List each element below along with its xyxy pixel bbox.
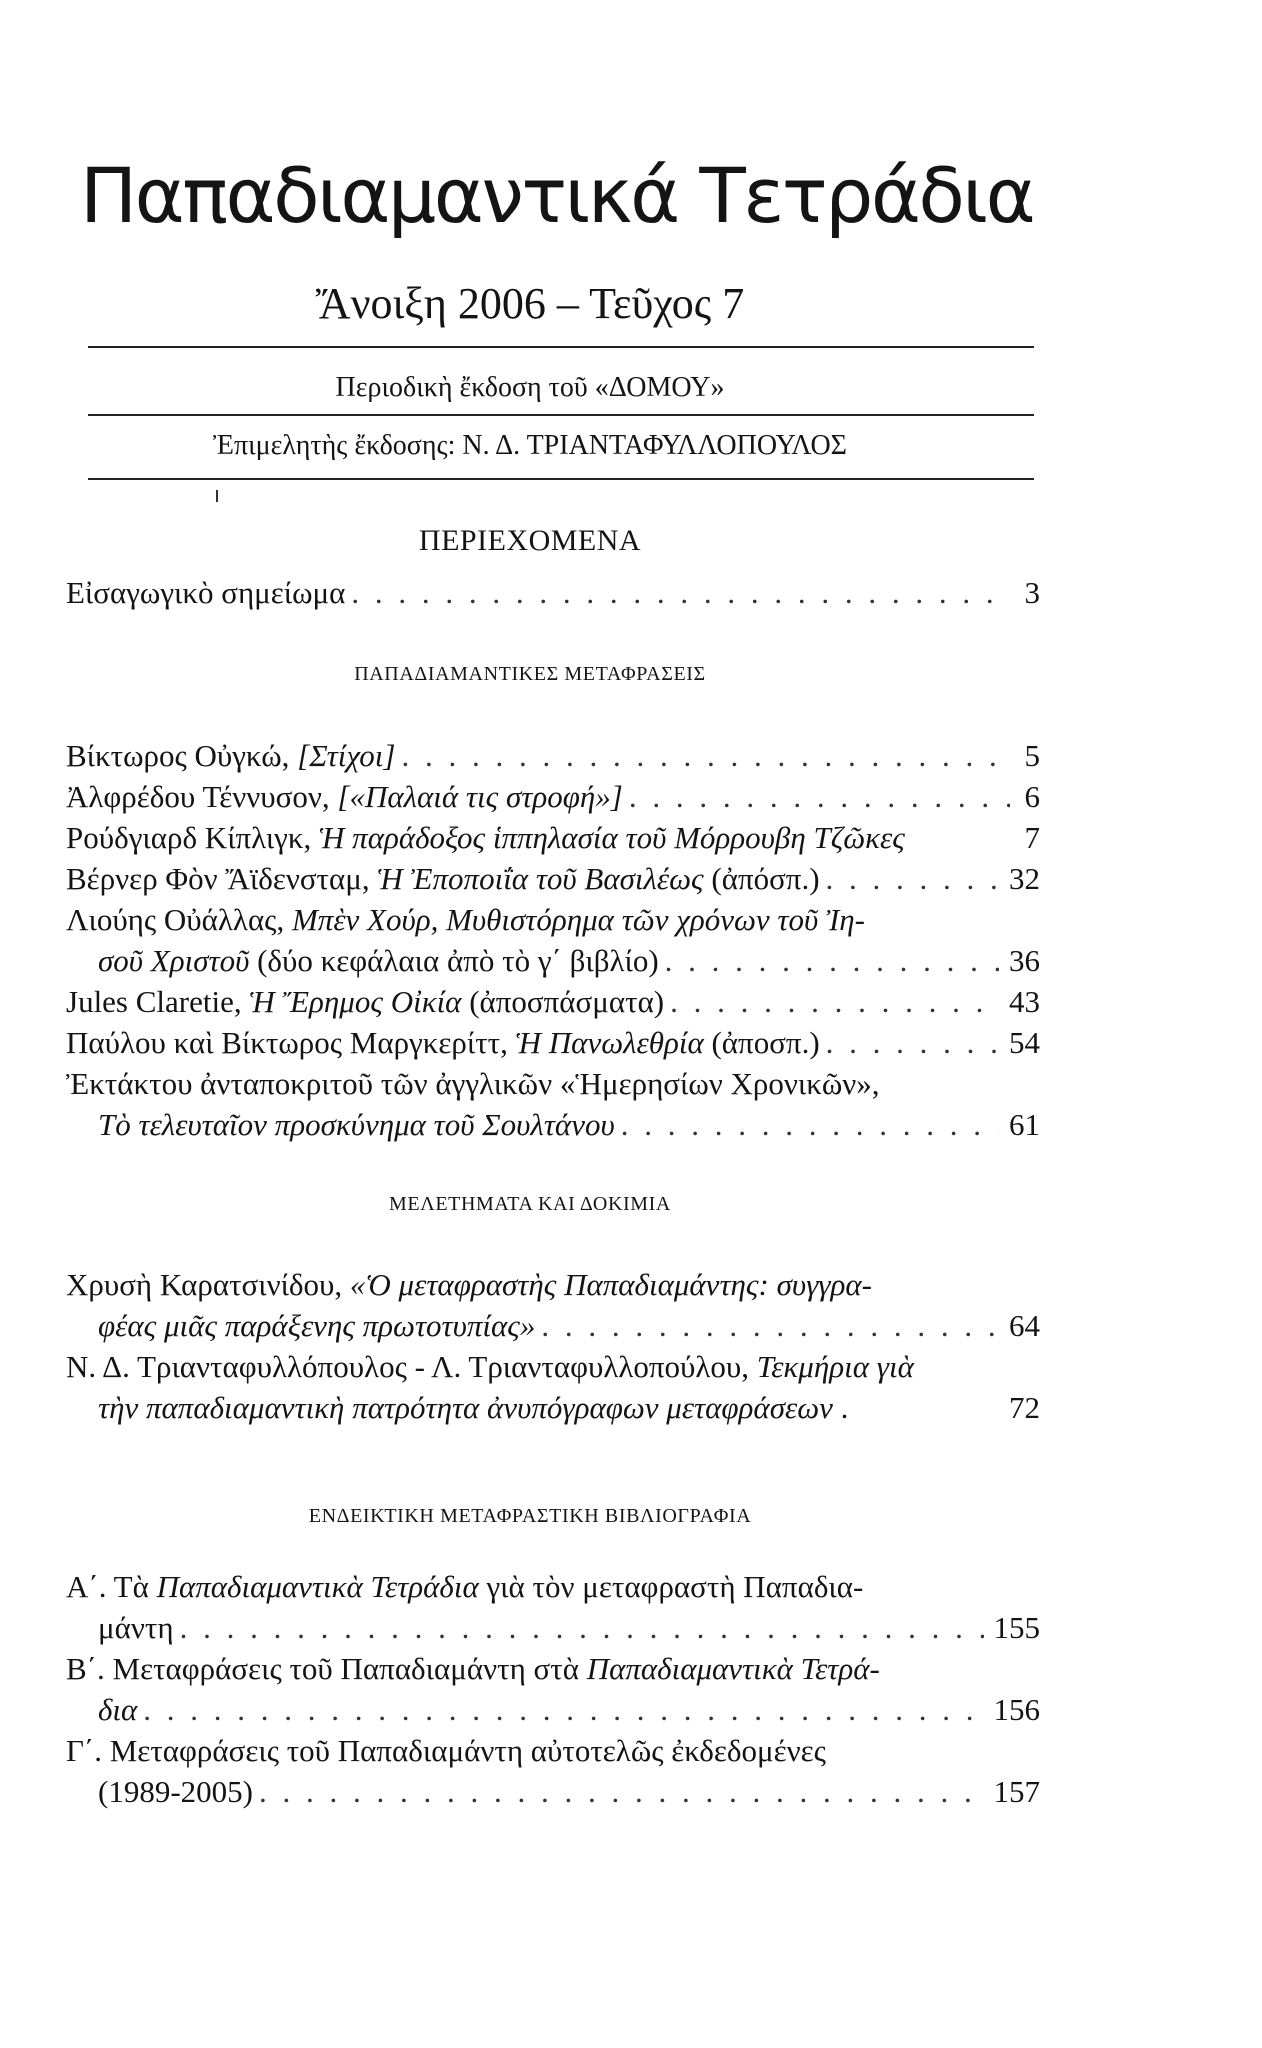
entry-text-part: (δύο κεφάλαια ἀπὸ τὸ γ΄ βιβλίο) [249, 943, 659, 978]
dot-leader [820, 858, 999, 899]
entry-text [98, 1305, 535, 1346]
entry-text [66, 1022, 820, 1063]
entry-text [66, 1264, 872, 1305]
entry-text-part: Λιούης Οὐάλλας, [66, 902, 292, 937]
toc-entry [66, 776, 1040, 817]
entry-text [66, 899, 865, 940]
entry-text [66, 981, 664, 1022]
editor-line: Ἐπιμελητὴς ἔκδοσης: Ν. Δ. ΤΡΙΑΝΤΑΦΥΛΛΟΠΟΥΛΟΣ [213, 430, 847, 461]
page-number: 156 [993, 1692, 1040, 1727]
toc-entry [66, 1648, 1040, 1730]
page-number: 32 [1009, 861, 1040, 896]
entry-text-part: Χρυσὴ Καρατσινίδου, [66, 1267, 350, 1302]
intro-text: Εἰσαγωγικὸ σημείωμα [66, 575, 346, 610]
dot-leader [615, 1104, 999, 1145]
dot-leader [396, 735, 1011, 776]
entry-text-part: Βίκτωρος Οὐγκώ, [66, 738, 298, 773]
dot-leader [659, 940, 999, 981]
dot-leader [623, 776, 1010, 817]
dot-leader [174, 1607, 984, 1648]
italic-title-text: [Στίχοι] [297, 738, 396, 773]
toc-entry-line [66, 981, 1040, 1022]
entry-text [98, 1771, 253, 1812]
dot-leader [253, 1771, 984, 1812]
entry-text [66, 1346, 914, 1387]
page-number: 7 [1024, 820, 1040, 855]
entry-text-part: Α΄. Τὰ [66, 1569, 157, 1604]
page-number: 155 [993, 1610, 1040, 1645]
contents-heading: ΠΕΡΙΕΧΟΜΕΝΑ [418, 524, 642, 557]
rule-3 [88, 478, 1034, 480]
entry-text [98, 1104, 615, 1145]
publisher-line: Περιοδικὴ ἔκδοση τοῦ «ΔΟΜΟΥ» [335, 372, 725, 403]
toc-entry [66, 899, 1040, 981]
page-number: 64 [1009, 1308, 1040, 1343]
toc-entry [66, 1346, 1040, 1428]
toc-entry-line [66, 1771, 1040, 1812]
italic-title-text: Τὸ τελευταῖον προσκύνημα τοῦ Σουλτάνου [98, 1107, 615, 1142]
toc-entry [66, 1022, 1040, 1063]
section-studies [66, 1264, 1040, 1428]
toc-entry [66, 1063, 1040, 1145]
entry-text-part: Παύλου καὶ Βίκτωρος Μαργκερίττ, [66, 1025, 516, 1060]
italic-title-text: Ἡ Ἐποποιΐα τοῦ Βασιλέως [377, 861, 704, 896]
entry-text-part: (ἀπόσπ.) [703, 861, 820, 896]
section-heading-studies: ΜΕΛΕΤΗΜΑΤΑ ΚΑΙ ΔΟΚΙΜΙΑ [389, 1193, 671, 1215]
toc-entry-line [66, 735, 1040, 776]
italic-title-text: τὴν παπαδιαμαντικὴ πατρότητα ἀνυπόγραφων μεταφράσεων [98, 1390, 833, 1425]
toc-entry-line [66, 1387, 1040, 1428]
dot-leader [820, 1022, 999, 1063]
dot-leader [345, 572, 1010, 613]
page-number: 43 [1009, 984, 1040, 1019]
dot-leader [137, 1689, 983, 1730]
entry-text-part: Ἀλφρέδου Τέννυσον, [66, 779, 338, 814]
italic-title-text: φέας μιᾶς παράξενης πρωτοτυπίας» [98, 1308, 536, 1343]
toc-entry [66, 817, 1040, 858]
entry-text [98, 1607, 174, 1648]
stray-mark [216, 490, 218, 502]
toc-entry [66, 1264, 1040, 1346]
italic-title-text: Ἡ παράδοξος ἱππηλασία τοῦ Μόρρουβη Τζῶκες [319, 820, 905, 855]
entry-text-part: Ἐκτάκτου ἀνταποκριτοῦ τῶν ἀγγλικῶν «Ἡμερησίων Χρονικῶν», [66, 1066, 880, 1101]
dot-leader [535, 1305, 999, 1346]
intro-entry [66, 572, 1040, 613]
entry-text-part: μάντη [98, 1610, 174, 1645]
toc-entry-line [66, 1730, 1040, 1771]
italic-title-text: «Ὁ μεταφραστὴς Παπαδιαμάντης: συγγρα- [349, 1267, 872, 1302]
toc-entry [66, 735, 1040, 776]
toc-entry [66, 1730, 1040, 1812]
toc-entry-line [66, 1264, 1040, 1305]
italic-title-text: Μπὲν Χούρ, Μυθιστόρημα τῶν χρόνων τοῦ Ἰη- [291, 902, 865, 937]
toc-entry-line [66, 1566, 1040, 1607]
entry-text [66, 817, 905, 858]
toc-entry-line [66, 1022, 1040, 1063]
entry-text-part: Ρούδγιαρδ Κίπλιγκ, [66, 820, 319, 855]
toc-entry-line [66, 1063, 1040, 1104]
rule-2 [88, 414, 1034, 416]
italic-title-text: Παπαδιαμαντικὰ Τετράδια [156, 1569, 479, 1604]
entry-text-part: γιὰ τὸν μεταφραστὴ Παπαδια- [478, 1569, 864, 1604]
toc-entry-line [66, 776, 1040, 817]
toc-entry [66, 981, 1040, 1022]
entry-text [66, 1566, 863, 1607]
toc-entry-line [66, 940, 1040, 981]
entry-text-part: (ἀποσπάσματα) [461, 984, 665, 1019]
issue-subtitle: Ἄνοιξη 2006 – Τεῦχος 7 [315, 279, 745, 328]
italic-title-text: σοῦ Χριστοῦ [98, 943, 250, 978]
toc-entry-line [66, 1648, 1040, 1689]
entry-text-part: Γ΄. Μεταφράσεις τοῦ Παπαδιαμάντη αὐτοτελῶς ἐκδεδομένες [66, 1733, 826, 1768]
entry-text-part: Β΄. Μεταφράσεις τοῦ Παπαδιαμάντη στὰ [66, 1651, 587, 1686]
entry-text [66, 858, 820, 899]
italic-title-text: [«Παλαιά τις στροφή»] [337, 779, 623, 814]
section-heading-bibliography: ΕΝΔΕΙΚΤΙΚΗ ΜΕΤΑΦΡΑΣΤΙΚΗ ΒΙΒΛΙΟΓΡΑΦΙΑ [308, 1505, 752, 1527]
entry-text [66, 776, 623, 817]
journal-title: Παπαδιαμαντικά Τετράδια [80, 151, 1034, 240]
section-heading-translations: ΠΑΠΑΔΙΑΜΑΝΤΙΚΕΣ ΜΕΤΑΦΡΑΣΕΙΣ [354, 663, 706, 685]
page-number: 36 [1009, 943, 1040, 978]
italic-title-text: δια [98, 1692, 138, 1727]
entry-text-part: Jules Claretie, [66, 984, 250, 1019]
section-translations [66, 735, 1040, 1145]
toc-entry-line [66, 1346, 1040, 1387]
entry-text [98, 1689, 137, 1730]
entry-text-part: Βέρνερ Φὸν Ἄϊδενσταμ, [66, 861, 378, 896]
page-number: 61 [1009, 1107, 1040, 1142]
entry-text [66, 1730, 826, 1771]
dot-leader [664, 981, 999, 1022]
toc-entry-line [66, 1305, 1040, 1346]
entry-text-part: (ἀποσπ.) [703, 1025, 820, 1060]
toc-entry [66, 858, 1040, 899]
toc-entry-line [66, 899, 1040, 940]
page-number: 157 [993, 1774, 1040, 1809]
italic-title-text: Παπαδιαμαντικὰ Τετρά- [586, 1651, 880, 1686]
entry-text [66, 735, 396, 776]
entry-text [66, 1063, 880, 1104]
entry-text-part: Ν. Δ. Τριανταφυλλόπουλος - Λ. Τριανταφυλλοπούλου, [66, 1349, 757, 1384]
rule-1 [88, 346, 1034, 348]
toc-entry-line [66, 817, 1040, 858]
section-bibliography [66, 1566, 1040, 1812]
toc-entry [66, 1566, 1040, 1648]
entry-text [98, 940, 659, 981]
intro-page: 3 [1024, 575, 1040, 610]
toc-entry-line [66, 1689, 1040, 1730]
page-number: 5 [1024, 738, 1040, 773]
toc-entry-line [66, 1607, 1040, 1648]
italic-title-text: Τεκμήρια γιὰ [756, 1349, 914, 1384]
italic-title-text: Ἡ Ἔρημος Οἰκία [249, 984, 462, 1019]
entry-text-part: (1989-2005) [98, 1774, 253, 1809]
page-number: 54 [1009, 1025, 1040, 1060]
toc-entry-line [66, 1104, 1040, 1145]
entry-text-part: . [832, 1390, 849, 1425]
toc-entry-line [66, 858, 1040, 899]
page-number: 6 [1024, 779, 1040, 814]
page-number: 72 [1009, 1390, 1040, 1425]
italic-title-text: Ἡ Πανωλεθρία [515, 1025, 704, 1060]
entry-text [98, 1387, 848, 1428]
entry-text [66, 1648, 880, 1689]
